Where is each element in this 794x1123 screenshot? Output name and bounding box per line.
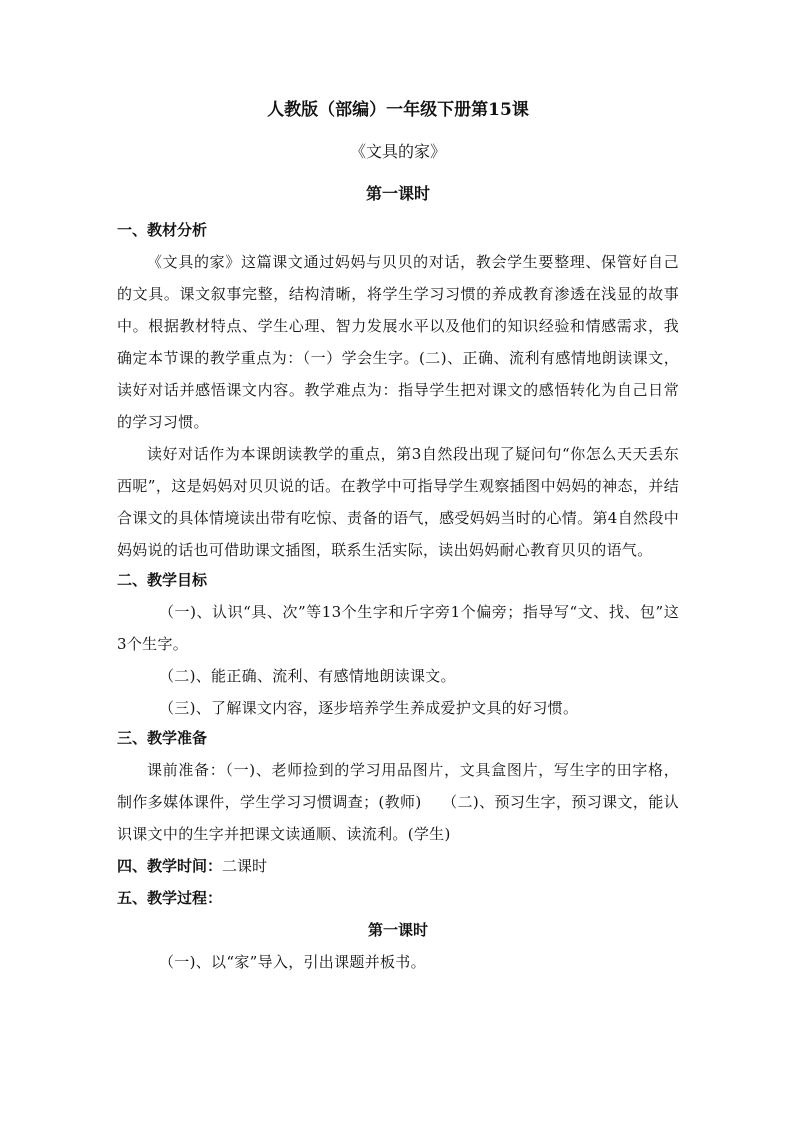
section-teaching-goals [117, 570, 679, 724]
lesson-period-subheading: 第一课时 [367, 921, 428, 939]
document-page [117, 100, 679, 978]
section-teaching-time [117, 856, 679, 876]
teaching-time-value: 二课时 [222, 857, 268, 875]
section-heading: 三、教学准备 [117, 729, 208, 747]
section-teaching-preparation [117, 728, 679, 850]
process-step-1: （一)、以“家”导入，引出课题并板书。 [159, 953, 426, 971]
preparation-paragraph: 课前准备：（一)、老师捡到的学习用品图片，文具盒图片，写生字的田字格，制作多媒体课件，学生学习习惯调查；(教师) （二)、预习生字，预习课文，能认识课文中的生字并把课文读通顺、读流利。(学生) [117, 761, 679, 843]
goal-item-1: （一)、认识“具、次”等13个生字和斤字旁1个偏旁；指导写“文、找、包”这3个生字。 [117, 603, 679, 653]
document-title: 人教版（部编）一年级下册第15课 [267, 100, 529, 120]
section-textbook-analysis [117, 220, 679, 566]
section-heading: 五、教学过程： [117, 889, 223, 907]
lesson-period-heading: 第一课时 [365, 184, 430, 203]
goal-item-2: （二)、能正确、流利、有感情地朗读课文。 [159, 667, 456, 685]
analysis-paragraph-1: 《文具的家》这篇课文通过妈妈与贝贝的对话，教会学生要整理、保管好自己的文具。课文叙事完整，结构清晰，将学生学习习惯的养成教育渗透在浅显的故事中。根据教材特点、学生心理、智力发展水平以及他们的知识经验和情感需求，我确定本节课的教学重点为：（一）学会生字。(二)、正确、流利有感情地朗读课文，读好对话并感悟课文内容。教学难点为：指导学生把对课文的感悟转化为自己日常的学习习惯。 [117, 253, 679, 431]
section-teaching-process [117, 888, 679, 978]
lesson-subtitle: 《文具的家》 [349, 142, 446, 161]
section-heading: 二、教学目标 [117, 571, 208, 589]
section-heading: 四、教学时间： [117, 857, 223, 875]
goal-item-3: （三)、了解课文内容，逐步培养学生养成爱护文具的好习惯。 [159, 699, 579, 717]
analysis-paragraph-2: 读好对话作为本课朗读教学的重点，第3自然段出现了疑问句“你怎么天天丢东西呢”，这是妈妈对贝贝说的话。在教学中可指导学生观察插图中妈妈的神态，并结合课文的具体情境读出带有吃惊、责备的语气，感受妈妈当时的心情。第4自然段中妈妈说的话也可借助课文插图，联系生活实际，读出妈妈耐心教育贝贝的语气。 [117, 445, 679, 559]
section-heading: 一、教材分析 [117, 221, 208, 239]
